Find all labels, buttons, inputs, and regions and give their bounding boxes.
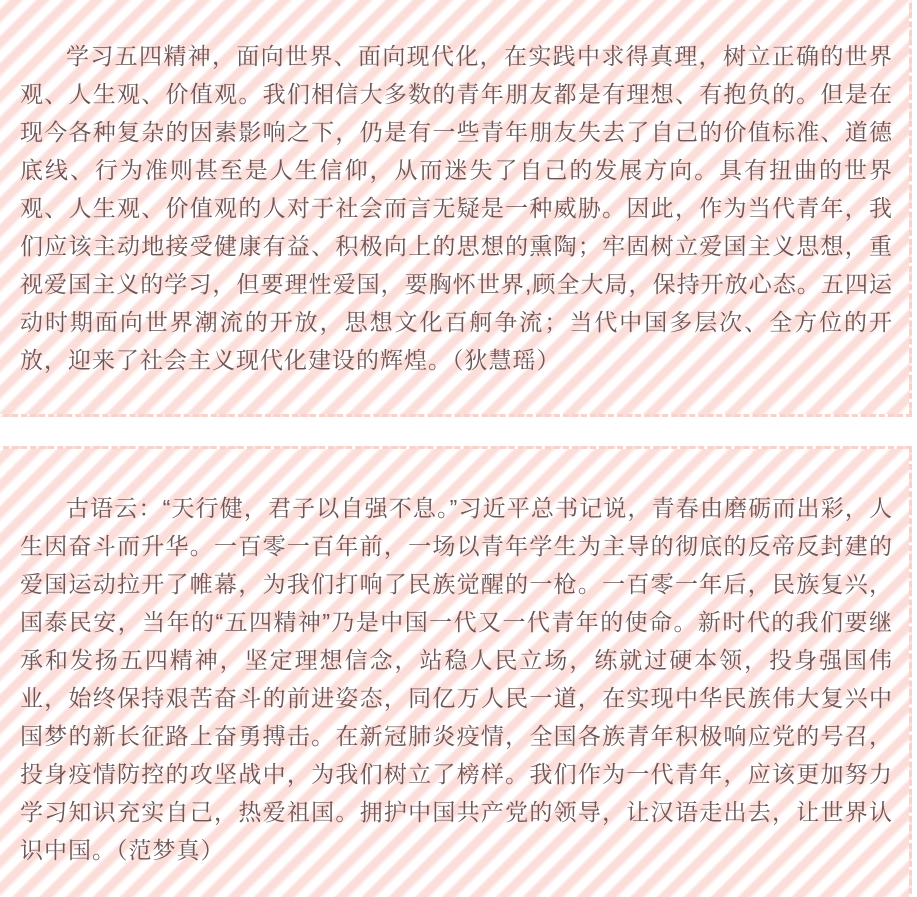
article-section-1: [0, 0, 912, 417]
paragraph-text-1: 学习五四精神，面向世界、面向现代化，在实践中求得真理，树立正确的世界观、人生观、价值观。我们相信大多数的青年朋友都是有理想、有抱负的。但是在现今各种复杂的因素影响之下，仍是有一些青年朋友失去了自己的价值标准、道德底线、行为准则甚至是人生信仰，从而迷失了自己的发展方向。具有扭曲的世界观、人生观、价值观的人对于社会而言无疑是一种威胁。因此，作为当代青年，我们应该主动地接受健康有益、积极向上的思想的熏陶；牢固树立爱国主义思想，重视爱国主义的学习，但要理性爱国，要胸怀世界,顾全大局，保持开放心态。五四运动时期面向世界潮流的开放，思想文化百舸争流；当代中国多层次、全方位的开放，迎来了社会主义现代化建设的辉煌。（狄慧瑶）: [20, 43, 893, 373]
paragraph-text-2: 古语云：“天行健，君子以自强不息。”习近平总书记说，青春由磨砺而出彩，人生因奋斗而升华。一百零一百年前，一场以青年学生为主导的彻底的反帝反封建的爱国运动拉开了帷幕，为我们打响了民族觉醒的一枪。一百零一年后，民族复兴，国泰民安，当年的“五四精神”乃是中国一代又一代青年的使命。新时代的我们要继承和发扬五四精神，坚定理想信念，站稳人民立场，练就过硬本领，投身强国伟业，始终保持艰苦奋斗的前进姿态，同亿万人民一道，在实现中华民族伟大复兴中国梦的新长征路上奋勇搏击。在新冠肺炎疫情，全国各族青年积极响应党的号召，投身疫情防控的攻坚战中，为我们树立了榜样。我们作为一代青年，应该更加努力学习知识充实自己，热爱祖国。拥护中国共产党的领导，让汉语走出去，让世界认识中国。（范梦真）: [20, 495, 893, 863]
article-section-2: [0, 446, 912, 897]
